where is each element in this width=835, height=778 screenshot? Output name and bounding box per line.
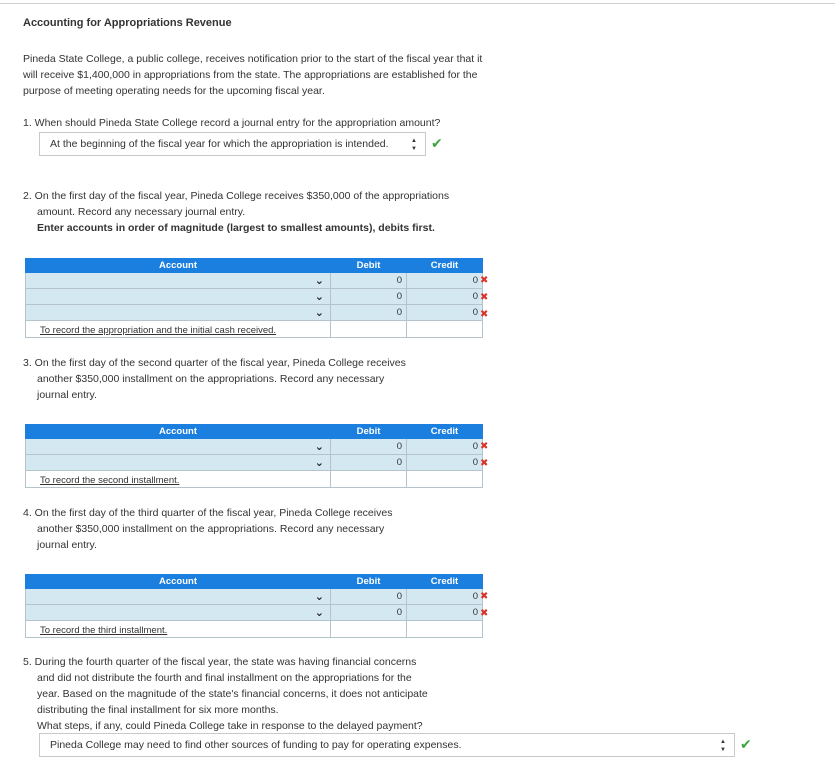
table-header: [26, 425, 483, 439]
entry-description: To record the third installment.: [26, 621, 331, 638]
journal-table-q3: [25, 424, 483, 488]
x-icon: ✖: [480, 591, 489, 602]
credit-input[interactable]: 0: [407, 455, 483, 471]
account-select[interactable]: [26, 455, 331, 471]
question-5-line5: What steps, if any, could Pineda College take in response to the delayed payment?: [37, 720, 423, 732]
table-row: [26, 439, 483, 455]
credit-input[interactable]: 0: [407, 439, 483, 455]
question-3-line3: journal entry.: [37, 389, 97, 401]
debit-input[interactable]: 0: [331, 439, 407, 455]
q5-answer-select[interactable]: [39, 733, 735, 757]
question-5-line4: distributing the final installment for six more months.: [37, 704, 279, 716]
table-note-row: [26, 621, 483, 638]
question-5-line2: and did not distribute the fourth and final installment on the appropriations for the: [37, 672, 412, 684]
header-account: Account: [26, 259, 331, 273]
x-icon: ✖: [480, 608, 489, 619]
chevron-down-icon: ⌄: [314, 457, 324, 469]
credit-input[interactable]: 0: [407, 589, 483, 605]
table-row: [26, 455, 483, 471]
account-select[interactable]: [26, 589, 331, 605]
question-2-line2: amount. Record any necessary journal entry.: [37, 206, 246, 218]
x-icon: ✖: [480, 275, 489, 286]
intro-paragraph: Pineda State College, a public college, receives notification prior to the start of the fiscal year that it will receive $1,400,000 in appropriations from the state. The appropriations are established for the purpose of meeting operating needs for the upcoming fiscal year.: [23, 53, 483, 97]
table-row: [26, 589, 483, 605]
debit-input[interactable]: 0: [331, 605, 407, 621]
question-4-line1: 4. On the first day of the third quarter of the fiscal year, Pineda College receives: [23, 507, 393, 519]
header-credit: Credit: [407, 575, 483, 589]
entry-description: To record the appropriation and the initial cash received.: [26, 321, 331, 338]
q1-answer-select[interactable]: [39, 132, 426, 156]
header-account: Account: [26, 575, 331, 589]
question-3-line2: another $350,000 installment on the appropriations. Record any necessary: [37, 373, 385, 385]
credit-input[interactable]: 0: [407, 273, 483, 289]
question-3: [23, 355, 406, 403]
x-icon: ✖: [480, 441, 489, 452]
question-2-line1: 2. On the first day of the fiscal year, Pineda College receives $350,000 of the appropriations: [23, 190, 450, 202]
header-credit: Credit: [407, 425, 483, 439]
debit-input[interactable]: 0: [331, 305, 407, 321]
chevron-down-icon: ⌄: [314, 307, 324, 319]
account-select[interactable]: [26, 289, 331, 305]
question-4-line2: another $350,000 installment on the appropriations. Record any necessary: [37, 523, 385, 535]
journal-table-q4: [25, 574, 483, 638]
q5-answer-value: Pineda College may need to find other sources of funding to pay for operating expenses.: [50, 739, 462, 751]
table-note-row: [26, 321, 483, 338]
question-5-line1: 5. During the fourth quarter of the fiscal year, the state was having financial concerns: [23, 656, 417, 668]
account-select[interactable]: [26, 439, 331, 455]
header-account: Account: [26, 425, 331, 439]
chevron-down-icon: ⌄: [314, 291, 324, 303]
header-debit: Debit: [331, 425, 407, 439]
question-1: [23, 115, 440, 131]
x-icon: ✖: [480, 292, 489, 303]
chevron-down-icon: ⌄: [314, 607, 324, 619]
question-5-line3: year. Based on the magnitude of the state's financial concerns, it does not anticipate: [37, 688, 428, 700]
journal-table-q2: [25, 258, 483, 338]
question-4-line3: journal entry.: [37, 539, 97, 551]
account-select[interactable]: [26, 305, 331, 321]
account-select[interactable]: [26, 605, 331, 621]
table-row: [26, 289, 483, 305]
chevron-down-icon: ⌄: [314, 275, 324, 287]
header-debit: Debit: [331, 575, 407, 589]
x-icon: ✖: [480, 458, 489, 469]
table-row: [26, 605, 483, 621]
question-4: [23, 505, 392, 553]
table-header: [26, 259, 483, 273]
header-debit: Debit: [331, 259, 407, 273]
check-icon: ✔: [740, 736, 752, 752]
select-arrows-icon: ▲ ▼: [411, 138, 417, 152]
debit-input[interactable]: 0: [331, 455, 407, 471]
q1-answer-value: At the beginning of the fiscal year for which the appropriation is intended.: [50, 138, 389, 150]
header-credit: Credit: [407, 259, 483, 273]
top-divider: [0, 3, 835, 4]
select-arrows-icon: ▲ ▼: [720, 739, 726, 753]
question-5: [23, 654, 428, 734]
chevron-down-icon: ⌄: [314, 441, 324, 453]
account-select[interactable]: [26, 273, 331, 289]
credit-input[interactable]: 0: [407, 305, 483, 321]
table-note-row: [26, 471, 483, 488]
question-3-line1: 3. On the first day of the second quarter of the fiscal year, Pineda College receives: [23, 357, 406, 369]
credit-input[interactable]: 0: [407, 605, 483, 621]
table-header: [26, 575, 483, 589]
chevron-down-icon: ⌄: [314, 591, 324, 603]
check-icon: ✔: [431, 135, 443, 151]
question-2-instruction: Enter accounts in order of magnitude (largest to smallest amounts), debits first.: [37, 222, 435, 234]
credit-input[interactable]: 0: [407, 289, 483, 305]
debit-input[interactable]: 0: [331, 273, 407, 289]
question-2: [23, 188, 449, 236]
page-title: Accounting for Appropriations Revenue: [23, 17, 232, 29]
table-row: [26, 305, 483, 321]
debit-input[interactable]: 0: [331, 589, 407, 605]
entry-description: To record the second installment.: [26, 471, 331, 488]
debit-input[interactable]: 0: [331, 289, 407, 305]
table-row: [26, 273, 483, 289]
x-icon: ✖: [480, 309, 489, 320]
question-1-text: 1. When should Pineda State College record a journal entry for the appropriation amount?: [23, 117, 441, 129]
